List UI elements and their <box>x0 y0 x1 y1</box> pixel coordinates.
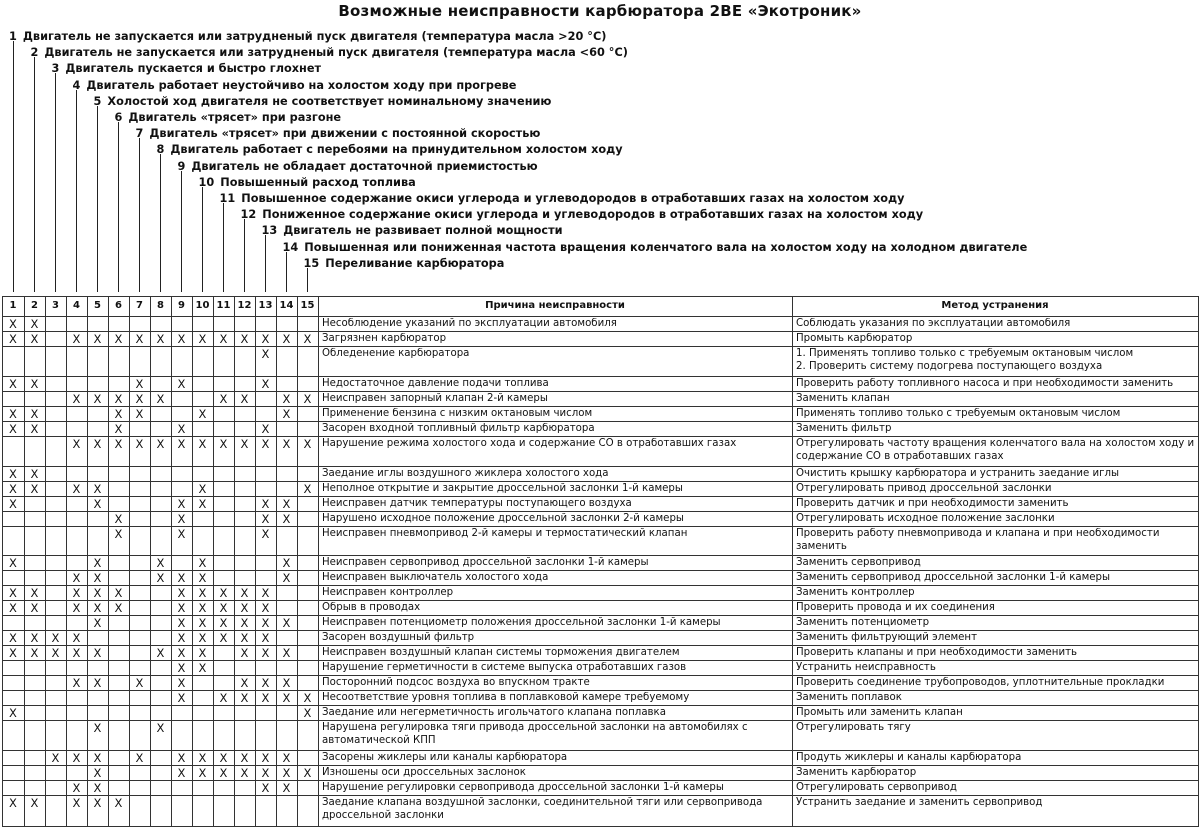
symptom-number: 13 <box>261 224 278 238</box>
symptom-mark: X <box>156 437 165 451</box>
symptom-mark: X <box>30 377 39 391</box>
symptom-mark: X <box>114 392 123 406</box>
symptom-mark: X <box>198 556 207 570</box>
symptom-mark: X <box>9 317 17 331</box>
cause-cell: Нарушено исходное положение дроссельной заслонки 2-й камеры <box>322 513 684 524</box>
symptom-mark: X <box>93 751 102 765</box>
symptom-mark: X <box>282 437 291 451</box>
remedy-cell: Проверить соединение трубопроводов, уплотнительные прокладки <box>796 677 1165 688</box>
symptom-mark: X <box>177 586 186 600</box>
symptom-mark: X <box>261 512 270 526</box>
symptom-mark: X <box>177 601 186 615</box>
remedy-cell: Заменить клапан <box>796 393 890 404</box>
symptom-number: 1 <box>9 30 17 43</box>
symptom-mark: X <box>177 527 186 541</box>
symptom-mark: X <box>93 571 102 585</box>
symptom-mark: X <box>261 586 270 600</box>
symptom-mark: X <box>72 437 81 451</box>
symptom-text: Двигатель «трясет» при движении с постоянной скоростью <box>149 127 541 141</box>
symptom-mark: X <box>9 601 17 615</box>
symptom-mark: X <box>114 796 123 810</box>
symptom-mark: X <box>9 497 17 511</box>
symptom-mark: X <box>30 407 39 421</box>
symptom-mark: X <box>30 332 39 346</box>
symptom-mark: X <box>72 751 81 765</box>
symptom-mark: X <box>72 571 81 585</box>
column-number-header: 2 <box>31 300 38 311</box>
symptom-mark: X <box>93 766 102 780</box>
symptom-mark: X <box>9 796 17 810</box>
symptom-mark: X <box>30 482 39 496</box>
symptom-mark: X <box>9 332 17 346</box>
cause-cell: Заедание или негерметичность игольчатого клапана поплавка <box>322 707 666 718</box>
symptom-mark: X <box>282 332 291 346</box>
symptom-mark: X <box>261 751 270 765</box>
symptom-mark: X <box>261 616 270 630</box>
symptom-mark: X <box>9 467 17 481</box>
symptom-mark: X <box>177 661 186 675</box>
symptom-mark: X <box>93 556 102 570</box>
symptom-mark: X <box>177 646 186 660</box>
symptom-mark: X <box>240 437 249 451</box>
remedy-cell: Промыть карбюратор <box>796 333 913 344</box>
cause-cell: Посторонний подсос воздуха во впускном тракте <box>322 677 590 688</box>
symptom-mark: X <box>9 377 17 391</box>
cause-cell: Обрыв в проводах <box>322 602 421 613</box>
cause-cell: Неисправен датчик температуры поступающего воздуха <box>322 498 632 509</box>
symptom-mark: X <box>114 512 123 526</box>
cause-cell: Несоответствие уровня топлива в поплавковой камере требуемому <box>322 692 690 703</box>
remedy-cell: Проверить работу пневмопривода и клапана и при необходимости заменить <box>796 528 1160 552</box>
symptom-mark: X <box>9 407 17 421</box>
symptom-mark: X <box>303 437 312 451</box>
table-row-divider <box>2 481 1199 482</box>
symptom-mark: X <box>198 631 207 645</box>
symptom-mark: X <box>282 392 291 406</box>
symptom-mark: X <box>30 317 39 331</box>
symptom-number: 7 <box>135 127 144 141</box>
cause-cell: Неисправен запорный клапан 2-й камеры <box>322 393 548 404</box>
cause-cell: Засорен входной топливный фильтр карбюратора <box>322 423 595 434</box>
symptom-mark: X <box>156 556 165 570</box>
symptom-mark: X <box>30 422 39 436</box>
symptom-mark: X <box>72 482 81 496</box>
remedy-cell: Заменить сервопривод <box>796 557 921 568</box>
symptom-mark: X <box>261 422 270 436</box>
column-number-header: 13 <box>258 300 273 311</box>
table-row-divider <box>2 406 1199 407</box>
symptom-text: Двигатель не запускается или затрудненый пуск двигателя (температура масла >20 °С) <box>22 30 607 43</box>
symptom-mark: X <box>72 601 81 615</box>
symptom-mark: X <box>240 332 249 346</box>
symptom-mark: X <box>114 437 123 451</box>
symptom-mark: X <box>93 392 102 406</box>
remedy-cell: Соблюдать указания по эксплуатации автомобиля <box>796 318 1071 329</box>
symptom-mark: X <box>177 676 186 690</box>
symptom-text: Двигатель не развивает полной мощности <box>283 224 563 238</box>
table-row-divider <box>2 826 1199 827</box>
remedy-cell: Заменить фильтрующий элемент <box>796 632 978 643</box>
symptom-mark: X <box>72 796 81 810</box>
symptom-mark: X <box>93 482 102 496</box>
symptom-mark: X <box>72 781 81 795</box>
symptom-mark: X <box>114 332 123 346</box>
table-row-divider <box>2 795 1199 796</box>
symptom-mark: X <box>9 482 17 496</box>
cause-cell: Неисправен сервопривод дроссельной заслонки 1-й камеры <box>322 557 649 568</box>
table-row-divider <box>2 720 1199 721</box>
cause-cell: Изношены оси дроссельных заслонок <box>322 767 526 778</box>
symptom-mark: X <box>198 616 207 630</box>
cause-cell: Нарушена регулировка тяги привода дроссельной заслонки на автомобилях с автоматической КПП <box>322 722 748 746</box>
symptom-mark: X <box>198 646 207 660</box>
symptom-number: 15 <box>303 256 320 270</box>
cause-cell: Нарушение регулировки сервопривода дроссельной заслонки 1-й камеры <box>322 782 724 793</box>
remedy-cell: Проверить клапаны и при необходимости заменить <box>796 647 1078 658</box>
symptom-mark: X <box>240 616 249 630</box>
remedy-cell: Отрегулировать тягу <box>796 722 911 733</box>
symptom-mark: X <box>282 512 291 526</box>
remedy-cell: Применять топливо только с требуемым октановым числом <box>796 408 1121 419</box>
symptom-mark: X <box>114 601 123 615</box>
symptom-mark: X <box>177 332 186 346</box>
symptom-mark: X <box>177 497 186 511</box>
symptom-mark: X <box>261 347 270 361</box>
symptom-mark: X <box>93 616 102 630</box>
remedy-cell: Устранить заедание и заменить сервопривод <box>796 797 1043 808</box>
symptom-mark: X <box>282 407 291 421</box>
column-number-header: 12 <box>237 300 252 311</box>
symptom-mark: X <box>219 631 228 645</box>
symptom-mark: X <box>156 721 165 735</box>
column-number-header: 1 <box>9 300 17 311</box>
symptom-number: 6 <box>114 111 123 124</box>
cause-cell: Нарушение режима холостого хода и содержание СО в отработавших газах <box>322 438 737 449</box>
symptom-mark: X <box>114 407 123 421</box>
symptom-mark: X <box>282 556 291 570</box>
symptom-mark: X <box>135 332 144 346</box>
symptom-text: Двигатель «трясет» при разгоне <box>128 111 342 124</box>
column-number-header: 5 <box>94 300 101 311</box>
symptom-mark: X <box>261 646 270 660</box>
column-number-header: 3 <box>52 300 59 311</box>
symptom-mark: X <box>198 497 207 511</box>
symptom-mark: X <box>240 691 249 705</box>
symptom-mark: X <box>219 332 228 346</box>
cause-cell: Нарушение герметичности в системе выпуска отработавших газов <box>322 662 687 673</box>
symptom-mark: X <box>51 751 60 765</box>
remedy-cell: Промыть или заменить клапан <box>796 707 963 718</box>
symptom-mark: X <box>282 781 291 795</box>
symptom-mark: X <box>177 631 186 645</box>
symptom-mark: X <box>198 751 207 765</box>
symptom-mark: X <box>9 706 17 720</box>
symptom-number: 9 <box>177 159 186 173</box>
remedy-cell: Продуть жиклеры и каналы карбюратора <box>796 752 1022 763</box>
symptom-mark: X <box>30 646 39 660</box>
symptom-text: Повышенное содержание окиси углерода и углеводородов в отработавших газах на холостом ходу <box>241 192 905 205</box>
symptom-mark: X <box>261 377 270 391</box>
remedy-cell: Проверить датчик и при необходимости заменить <box>796 498 1069 509</box>
symptom-mark: X <box>177 751 186 765</box>
symptom-mark: X <box>261 691 270 705</box>
symptom-mark: X <box>177 512 186 526</box>
remedy-cell: Заменить контроллер <box>796 587 915 598</box>
table-row-divider <box>2 780 1199 781</box>
symptom-number: 10 <box>198 175 215 189</box>
symptom-mark: X <box>30 601 39 615</box>
symptom-mark: X <box>93 721 102 735</box>
table-row-divider <box>2 555 1199 556</box>
symptom-text: Двигатель не обладает достаточной приемистостью <box>191 159 538 173</box>
symptom-mark: X <box>240 601 249 615</box>
remedy-cell: Проверить провода и их соединения <box>796 602 995 613</box>
symptom-mark: X <box>30 796 39 810</box>
remedy-cell: Отрегулировать привод дроссельной заслонки <box>796 483 1052 494</box>
symptom-mark: X <box>51 646 60 660</box>
remedy-cell: Устранить неисправность <box>796 662 936 673</box>
remedy-cell: Заменить сервопривод дроссельной заслонки 1-й камеры <box>796 572 1111 583</box>
symptom-mark: X <box>93 586 102 600</box>
symptom-mark: X <box>9 556 17 570</box>
cause-column-header: Причина неисправности <box>485 300 625 311</box>
symptom-mark: X <box>135 407 144 421</box>
remedy-cell: Отрегулировать исходное положение заслонки <box>796 513 1055 524</box>
symptom-mark: X <box>240 631 249 645</box>
symptom-number: 12 <box>240 208 257 222</box>
cause-cell: Заедание клапана воздушной заслонки, соединительной тяги или сервопривода дроссельной заслонки <box>322 797 763 821</box>
symptom-mark: X <box>261 437 270 451</box>
symptom-mark: X <box>30 467 39 481</box>
cause-cell: Несоблюдение указаний по эксплуатации автомобиля <box>322 318 617 329</box>
symptom-mark: X <box>282 751 291 765</box>
symptom-mark: X <box>219 766 228 780</box>
remedy-cell: Заменить потенциометр <box>796 617 930 628</box>
symptom-mark: X <box>240 646 249 660</box>
symptom-mark: X <box>303 706 312 720</box>
symptom-mark: X <box>219 691 228 705</box>
symptom-mark: X <box>219 601 228 615</box>
remedy-cell: Заменить карбюратор <box>796 767 917 778</box>
symptom-mark: X <box>93 646 102 660</box>
table-row-divider <box>2 391 1199 392</box>
symptom-mark: X <box>177 616 186 630</box>
symptom-mark: X <box>93 796 102 810</box>
symptom-mark: X <box>282 691 291 705</box>
column-number-header: 6 <box>115 300 122 311</box>
symptom-mark: X <box>219 586 228 600</box>
symptom-mark: X <box>219 616 228 630</box>
table-row-divider <box>2 705 1199 706</box>
symptom-text: Повышенный расход топлива <box>220 175 416 189</box>
symptom-mark: X <box>261 631 270 645</box>
symptom-mark: X <box>198 766 207 780</box>
column-number-header: 10 <box>195 300 210 311</box>
symptom-mark: X <box>303 482 312 496</box>
symptom-mark: X <box>261 601 270 615</box>
symptom-mark: X <box>9 586 17 600</box>
symptom-number: 11 <box>219 192 236 205</box>
column-number-header: 15 <box>300 300 315 311</box>
cause-cell: Обледенение карбюратора <box>322 348 470 359</box>
symptom-mark: X <box>303 766 312 780</box>
symptom-number: 2 <box>30 46 39 60</box>
symptom-mark: X <box>9 422 17 436</box>
symptom-mark: X <box>240 766 249 780</box>
table-row-divider <box>2 346 1199 347</box>
symptom-mark: X <box>93 676 102 690</box>
cause-cell: Неисправен потенциометр положения дроссельной заслонки 1-й камеры <box>322 617 721 628</box>
column-number-header: 7 <box>136 300 143 311</box>
symptom-mark: X <box>198 482 207 496</box>
symptom-mark: X <box>261 766 270 780</box>
symptom-mark: X <box>135 377 144 391</box>
cause-cell: Неисправен контроллер <box>322 587 454 598</box>
symptom-mark: X <box>282 676 291 690</box>
symptom-mark: X <box>72 646 81 660</box>
symptom-mark: X <box>93 332 102 346</box>
symptom-number: 5 <box>93 94 102 108</box>
remedy-column-header: Метод устранения <box>941 300 1049 311</box>
symptom-mark: X <box>303 691 312 705</box>
column-number-header: 4 <box>73 300 80 311</box>
column-number-header: 14 <box>279 300 294 311</box>
symptom-mark: X <box>198 661 207 675</box>
symptom-text: Холостой ход двигателя не соответствует номинальному значению <box>107 94 552 108</box>
symptom-mark: X <box>198 601 207 615</box>
symptom-number: 8 <box>156 143 165 157</box>
page-title: Возможные неисправности карбюратора 2ВЕ «Экотроник» <box>338 2 862 20</box>
symptom-mark: X <box>51 631 60 645</box>
symptom-text: Переливание карбюратора <box>325 256 505 270</box>
symptom-text: Повышенная или пониженная частота вращения коленчатого вала на холостом ходу на холодном двигателе <box>304 240 1028 254</box>
symptom-mark: X <box>30 586 39 600</box>
symptom-mark: X <box>240 751 249 765</box>
symptom-text: Двигатель работает неустойчиво на холостом ходу при прогреве <box>86 78 517 92</box>
symptom-mark: X <box>156 646 165 660</box>
symptom-mark: X <box>261 527 270 541</box>
remedy-cell: Заменить поплавок <box>796 692 902 703</box>
column-number-header: 9 <box>178 300 185 311</box>
symptom-mark: X <box>72 392 81 406</box>
symptom-mark: X <box>93 437 102 451</box>
symptom-mark: X <box>198 437 207 451</box>
symptom-mark: X <box>282 616 291 630</box>
symptom-mark: X <box>240 586 249 600</box>
symptom-mark: X <box>303 392 312 406</box>
symptom-mark: X <box>219 437 228 451</box>
symptom-mark: X <box>303 332 312 346</box>
symptom-number: 3 <box>51 62 60 76</box>
symptom-text: Двигатель работает с перебоями на принудительном холостом ходу <box>170 143 623 157</box>
symptom-mark: X <box>9 631 17 645</box>
cause-cell: Неполное открытие и закрытие дроссельной заслонки 1-й камеры <box>322 483 683 494</box>
symptom-mark: X <box>177 437 186 451</box>
cause-cell: Загрязнен карбюратор <box>322 333 447 344</box>
column-number-header: 8 <box>157 300 164 311</box>
cause-cell: Применение бензина с низким октановым числом <box>322 408 593 419</box>
symptom-mark: X <box>177 377 186 391</box>
symptom-mark: X <box>198 571 207 585</box>
remedy-cell: Очистить крышку карбюратора и устранить заедание иглы <box>796 468 1120 479</box>
symptom-text: Двигатель пускается и быстро глохнет <box>65 62 322 76</box>
symptom-mark: X <box>282 646 291 660</box>
symptom-mark: X <box>114 586 123 600</box>
cause-cell: Неисправен выключатель холостого хода <box>322 572 549 583</box>
cause-cell: Засорены жиклеры или каналы карбюратора <box>322 752 568 763</box>
remedy-cell: 1. Применять топливо только с требуемым октановым числом 2. Проверить систему подогрева поступающего воздуха <box>796 348 1134 372</box>
symptom-mark: X <box>177 422 186 436</box>
symptom-number: 4 <box>72 78 81 92</box>
symptom-mark: X <box>219 392 228 406</box>
remedy-cell: Отрегулировать сервопривод <box>796 782 957 793</box>
cause-cell: Неисправен пневмопривод 2-й камеры и термостатический клапан <box>322 528 688 539</box>
symptom-mark: X <box>261 497 270 511</box>
symptom-mark: X <box>198 586 207 600</box>
column-number-header: 11 <box>216 300 231 311</box>
table-row-divider <box>2 296 1199 297</box>
symptom-mark: X <box>156 571 165 585</box>
cause-cell: Недостаточное давление подачи топлива <box>322 378 549 389</box>
symptom-text: Пониженное содержание окиси углерода и углеводородов в отработавших газах на холостом ходу <box>262 208 924 222</box>
cause-cell: Заедание иглы воздушного жиклера холостого хода <box>322 468 609 479</box>
symptom-mark: X <box>114 527 123 541</box>
symptom-mark: X <box>93 781 102 795</box>
symptom-mark: X <box>30 631 39 645</box>
symptom-mark: X <box>135 392 144 406</box>
symptom-mark: X <box>282 766 291 780</box>
symptom-text: Двигатель не запускается или затрудненый пуск двигателя (температура масла <60 °С) <box>44 46 628 60</box>
symptom-mark: X <box>198 332 207 346</box>
cause-cell: Неисправен воздушный клапан системы торможения двигателем <box>322 647 680 658</box>
symptom-mark: X <box>114 422 123 436</box>
table-row-divider <box>2 316 1199 317</box>
cause-cell: Засорен воздушный фильтр <box>322 632 475 643</box>
symptom-mark: X <box>156 392 165 406</box>
symptom-mark: X <box>177 691 186 705</box>
symptom-mark: X <box>72 676 81 690</box>
remedy-cell: Заменить фильтр <box>796 423 892 434</box>
symptom-number: 14 <box>282 240 299 254</box>
symptom-mark: X <box>261 781 270 795</box>
symptom-mark: X <box>9 646 17 660</box>
symptom-mark: X <box>198 407 207 421</box>
symptom-mark: X <box>240 676 249 690</box>
symptom-mark: X <box>135 676 144 690</box>
symptom-mark: X <box>72 586 81 600</box>
symptom-mark: X <box>177 766 186 780</box>
symptom-mark: X <box>240 392 249 406</box>
symptom-mark: X <box>93 601 102 615</box>
remedy-cell: Отрегулировать частоту вращения коленчатого вала на холостом ходу и содержание СО в отработавших газах <box>796 438 1195 462</box>
table-row-divider <box>2 466 1199 467</box>
symptom-mark: X <box>93 497 102 511</box>
symptom-mark: X <box>261 676 270 690</box>
symptom-mark: X <box>219 751 228 765</box>
symptom-mark: X <box>72 631 81 645</box>
symptom-mark: X <box>135 751 144 765</box>
symptom-mark: X <box>261 332 270 346</box>
symptom-mark: X <box>156 332 165 346</box>
remedy-cell: Проверить работу топливного насоса и при необходимости заменить <box>796 378 1174 389</box>
symptom-mark: X <box>282 571 291 585</box>
symptom-mark: X <box>135 437 144 451</box>
symptom-mark: X <box>177 571 186 585</box>
symptom-mark: X <box>72 332 81 346</box>
symptom-mark: X <box>282 497 291 511</box>
